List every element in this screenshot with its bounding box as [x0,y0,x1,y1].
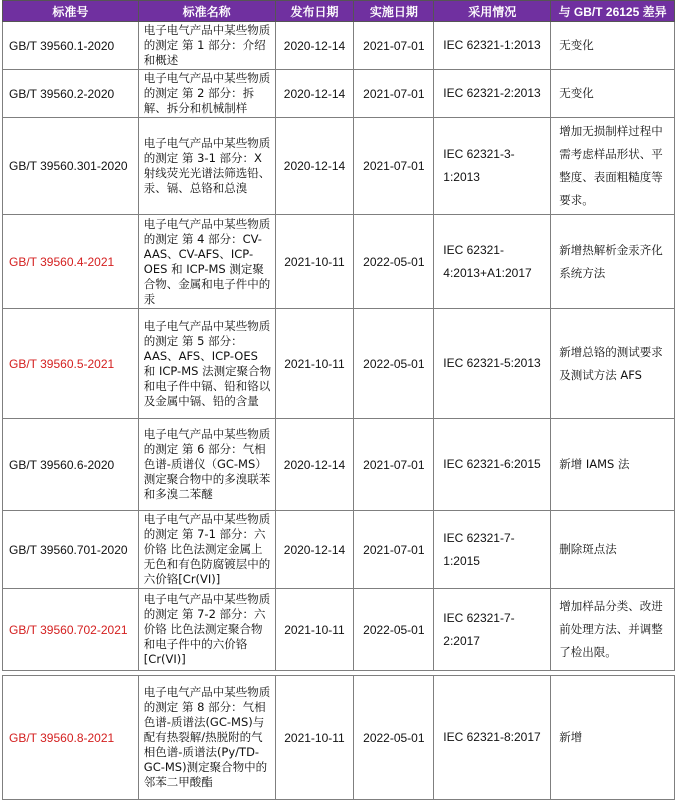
header-publish-date: 发布日期 [275,1,354,22]
implement-date-cell: 2022-05-01 [354,309,434,419]
difference-cell: 新增热解析金汞齐化系统方法 [551,215,675,309]
standard-name-cell: 电子电气产品中某些物质的测定 第 8 部分：气相色谱-质谱法(GC-MS)与配有热裂解/热脱附的气相色谱-质谱法(Py/TD-GC-MS)测定聚合物中的邻苯二甲酸酯 [138,676,275,800]
publish-date-cell: 2021-10-11 [275,589,354,671]
publish-date-cell: 2020-12-14 [275,118,354,215]
implement-date-cell: 2021-07-01 [354,419,434,511]
implement-date-cell: 2021-07-01 [354,70,434,118]
adoption-cell: IEC 62321-5:2013 [434,309,551,419]
standard-name-cell: 电子电气产品中某些物质的测定 第 5 部分：AAS、AFS、ICP-OES 和 ICP-MS 法测定聚合物和电子件中镉、铅和铬以及金属中镉、铅的含量 [138,309,275,419]
difference-cell: 无变化 [551,70,675,118]
standard-name-cell: 电子电气产品中某些物质的测定 第 3-1 部分：X 射线荧光光谱法筛选铅、汞、镉、总铬和总溴 [138,118,275,215]
table-row [3,70,675,118]
standards-table [2,0,675,800]
table-row [3,511,675,589]
header-standard-name: 标准名称 [138,1,275,22]
implement-date-cell: 2021-07-01 [354,22,434,70]
table-row [3,676,675,800]
publish-date-cell: 2020-12-14 [275,511,354,589]
standard-no-cell: GB/T 39560.6-2020 [3,419,139,511]
header-difference: 与 GB/T 26125 差异 [551,1,675,22]
standard-no-cell: GB/T 39560.301-2020 [3,118,139,215]
publish-date-cell: 2020-12-14 [275,22,354,70]
standard-no-cell: GB/T 39560.1-2020 [3,22,139,70]
header-row [3,1,675,22]
standard-name-cell: 电子电气产品中某些物质的测定 第 2 部分：拆解、拆分和机械制样 [138,70,275,118]
publish-date-cell: 2021-10-11 [275,215,354,309]
difference-cell: 新增 [551,676,675,800]
publish-date-cell: 2021-10-11 [275,309,354,419]
adoption-cell: IEC 62321-2:2013 [434,70,551,118]
adoption-cell: IEC 62321-8:2017 [434,676,551,800]
table-row [3,419,675,511]
difference-cell: 增加无损制样过程中需考虑样品形状、平整度、表面粗糙度等要求。 [551,118,675,215]
header-adoption: 采用情况 [434,1,551,22]
standard-no-cell: GB/T 39560.701-2020 [3,511,139,589]
publish-date-cell: 2020-12-14 [275,70,354,118]
standard-no-cell: GB/T 39560.4-2021 [3,215,139,309]
adoption-cell: IEC 62321-1:2013 [434,22,551,70]
publish-date-cell: 2020-12-14 [275,419,354,511]
implement-date-cell: 2022-05-01 [354,676,434,800]
standard-name-cell: 电子电气产品中某些物质的测定 第 6 部分：气相色谱-质谱仪（GC-MS）测定聚合物中的多溴联苯和多溴二苯醚 [138,419,275,511]
standard-name-cell: 电子电气产品中某些物质的测定 第 7-2 部分：六价铬 比色法测定聚合物和电子件中的六价铬[Cr(VI)] [138,589,275,671]
table-row [3,589,675,671]
implement-date-cell: 2021-07-01 [354,118,434,215]
standard-no-cell: GB/T 39560.5-2021 [3,309,139,419]
standard-name-cell: 电子电气产品中某些物质的测定 第 4 部分：CV-AAS、CV-AFS、ICP-OES 和 ICP-MS 测定聚合物、金属和电子件中的汞 [138,215,275,309]
publish-date-cell: 2021-10-11 [275,676,354,800]
adoption-cell: IEC 62321-4:2013+A1:2017 [434,215,551,309]
adoption-cell: IEC 62321-6:2015 [434,419,551,511]
standard-no-cell: GB/T 39560.8-2021 [3,676,139,800]
difference-cell: 无变化 [551,22,675,70]
difference-cell: 增加样品分类、改进前处理方法、并调整了检出限。 [551,589,675,671]
header-implement-date: 实施日期 [354,1,434,22]
difference-cell: 删除斑点法 [551,511,675,589]
adoption-cell: IEC 62321-3-1:2013 [434,118,551,215]
table-row [3,309,675,419]
standard-no-cell: GB/T 39560.2-2020 [3,70,139,118]
implement-date-cell: 2022-05-01 [354,215,434,309]
standard-name-cell: 电子电气产品中某些物质的测定 第 7-1 部分：六价铬 比色法测定金属上无色和有色防腐镀层中的六价铬[Cr(VI)] [138,511,275,589]
table-row [3,118,675,215]
standard-name-cell: 电子电气产品中某些物质的测定 第 1 部分：介绍和概述 [138,22,275,70]
difference-cell: 新增 IAMS 法 [551,419,675,511]
header-standard-no: 标准号 [3,1,139,22]
implement-date-cell: 2022-05-01 [354,589,434,671]
table-row [3,215,675,309]
table-row [3,22,675,70]
implement-date-cell: 2021-07-01 [354,511,434,589]
adoption-cell: IEC 62321-7-2:2017 [434,589,551,671]
adoption-cell: IEC 62321-7-1:2015 [434,511,551,589]
standard-no-cell: GB/T 39560.702-2021 [3,589,139,671]
difference-cell: 新增总铬的测试要求及测试方法 AFS [551,309,675,419]
